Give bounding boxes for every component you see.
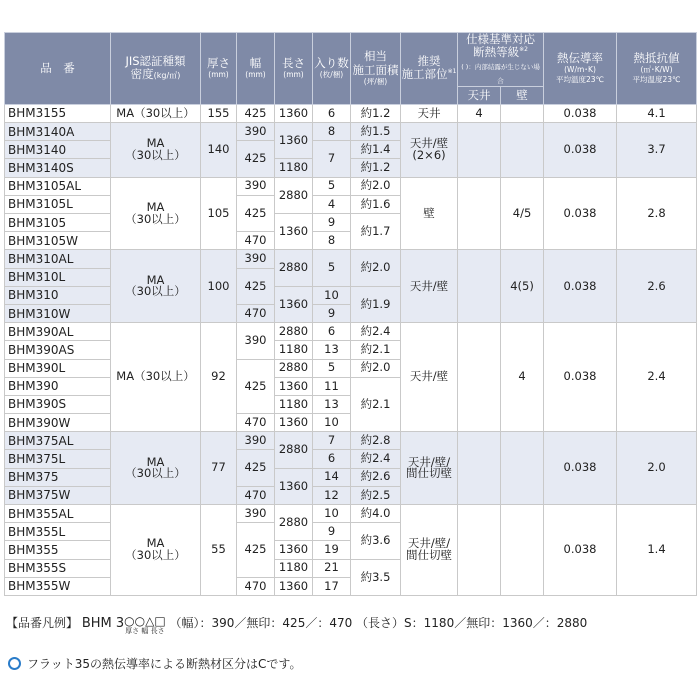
thickness-cell: 155 [201, 104, 237, 122]
area-cell: 約2.0 [351, 359, 401, 377]
width-cell: 470 [237, 304, 275, 322]
length-cell: 1180 [275, 395, 313, 413]
product-code: BHM355L [5, 523, 111, 541]
product-code: BHM3105AL [5, 177, 111, 195]
length-cell: 1180 [275, 159, 313, 177]
product-code: BHM310W [5, 304, 111, 322]
conductivity-cell: 0.038 [544, 323, 617, 432]
place-cell: 天井/壁 (2×6) [401, 123, 458, 178]
width-cell: 425 [237, 268, 275, 304]
count-cell: 9 [313, 523, 351, 541]
area-cell: 約3.6 [351, 523, 401, 559]
product-code: BHM390AL [5, 323, 111, 341]
length-cell: 1360 [275, 577, 313, 595]
area-cell: 約2.6 [351, 468, 401, 486]
thickness-cell: 92 [201, 323, 237, 432]
width-cell: 425 [237, 450, 275, 486]
width-cell: 470 [237, 486, 275, 504]
product-code: BHM355W [5, 577, 111, 595]
width-cell: 390 [237, 250, 275, 268]
table-row [5, 250, 697, 268]
count-cell: 6 [313, 104, 351, 122]
legend-sub-length: 長さ [150, 627, 165, 635]
width-cell: 390 [237, 177, 275, 195]
header-grade: 仕様基準対応 断熱等級$^{※2}$ ( )：内部結露が生じない場合 [458, 33, 544, 87]
length-cell: 1360 [275, 377, 313, 395]
area-cell: 約1.9 [351, 286, 401, 322]
grade-wall-cell: 4 [501, 323, 544, 432]
length-cell: 1360 [275, 414, 313, 432]
density-cell: MA （30以上） [111, 432, 201, 505]
area-cell: 約2.0 [351, 250, 401, 286]
count-cell: 10 [313, 286, 351, 304]
area-cell: 約2.4 [351, 323, 401, 341]
grade-wall-cell: 4/5 [501, 177, 544, 250]
width-cell: 470 [237, 577, 275, 595]
count-cell: 11 [313, 377, 351, 395]
product-code: BHM355S [5, 559, 111, 577]
thickness-cell: 55 [201, 505, 237, 596]
place-cell: 天井/壁/ 間仕切壁 [401, 505, 458, 596]
grade-wall-cell [501, 104, 544, 122]
conductivity-cell: 0.038 [544, 250, 617, 323]
product-code: BHM390W [5, 414, 111, 432]
grade-ceiling-cell [458, 432, 501, 505]
length-cell: 2880 [275, 432, 313, 468]
count-cell: 5 [313, 359, 351, 377]
product-code: BHM310L [5, 268, 111, 286]
place-cell: 天井 [401, 104, 458, 122]
product-code: BHM390 [5, 377, 111, 395]
count-cell: 13 [313, 341, 351, 359]
width-cell: 390 [237, 505, 275, 523]
area-cell: 約3.5 [351, 559, 401, 595]
count-cell: 8 [313, 232, 351, 250]
grade-ceiling-cell [458, 123, 501, 178]
width-cell: 470 [237, 414, 275, 432]
table-row [5, 323, 697, 341]
length-cell: 1360 [275, 286, 313, 322]
area-cell: 約1.2 [351, 159, 401, 177]
grade-ceiling-cell [458, 323, 501, 432]
product-code: BHM310AL [5, 250, 111, 268]
count-cell: 5 [313, 177, 351, 195]
product-code: BHM3105W [5, 232, 111, 250]
legend-label: 【品番凡例】 [6, 616, 79, 630]
product-code: BHM355AL [5, 505, 111, 523]
thickness-cell: 105 [201, 177, 237, 250]
thickness-cell: 140 [201, 123, 237, 178]
count-cell: 7 [313, 141, 351, 177]
density-cell: MA（30以上） [111, 323, 201, 432]
legend-text: （幅）：390／無印：425／：470 （長さ）S：1180／無印：1360／：2880 [169, 616, 588, 630]
header-grade-ceiling: 天井 [458, 86, 501, 104]
width-cell: 425 [237, 523, 275, 578]
resistance-cell: 2.0 [617, 432, 697, 505]
resistance-cell: 2.8 [617, 177, 697, 250]
count-cell: 10 [313, 505, 351, 523]
count-cell: 9 [313, 304, 351, 322]
count-cell: 6 [313, 450, 351, 468]
product-code: BHM390AS [5, 341, 111, 359]
count-cell: 5 [313, 250, 351, 286]
header-jis: JIS認証種類 密度(kg/㎥) [111, 33, 201, 105]
product-code: BHM3140S [5, 159, 111, 177]
count-cell: 6 [313, 323, 351, 341]
area-cell: 約2.1 [351, 377, 401, 432]
width-cell: 390 [237, 323, 275, 359]
count-cell: 17 [313, 577, 351, 595]
header-width: 幅 (mm) [237, 33, 275, 105]
length-cell: 2880 [275, 250, 313, 286]
conductivity-cell: 0.038 [544, 123, 617, 178]
density-cell: MA（30以上） [111, 104, 201, 122]
area-cell: 約2.1 [351, 341, 401, 359]
product-code: BHM375AL [5, 432, 111, 450]
product-code: BHM3140 [5, 141, 111, 159]
length-cell: 1360 [275, 123, 313, 159]
length-cell: 1360 [275, 541, 313, 559]
conductivity-cell: 0.038 [544, 177, 617, 250]
place-cell: 天井/壁 [401, 250, 458, 323]
resistance-cell: 3.7 [617, 123, 697, 178]
count-cell: 4 [313, 195, 351, 213]
count-cell: 7 [313, 432, 351, 450]
table-row [5, 104, 697, 122]
area-cell: 約1.4 [351, 141, 401, 159]
length-cell: 2880 [275, 323, 313, 341]
conductivity-cell: 0.038 [544, 505, 617, 596]
header-place: 推奨 施工部位$^{※1}$ [401, 33, 458, 105]
length-cell: 1360 [275, 104, 313, 122]
product-code: BHM390S [5, 395, 111, 413]
density-cell: MA （30以上） [111, 505, 201, 596]
legend-sub-thickness: 厚さ [125, 627, 140, 635]
header-thickness: 厚さ (mm) [201, 33, 237, 105]
width-cell: 470 [237, 232, 275, 250]
header-count: 入り数 (枚/梱) [313, 33, 351, 105]
product-code: BHM310 [5, 286, 111, 304]
header-length: 長さ (mm) [275, 33, 313, 105]
resistance-cell: 4.1 [617, 104, 697, 122]
grade-wall-cell [501, 123, 544, 178]
place-cell: 壁 [401, 177, 458, 250]
place-cell: 天井/壁 [401, 323, 458, 432]
count-cell: 19 [313, 541, 351, 559]
product-code: BHM390L [5, 359, 111, 377]
place-cell: 天井/壁/ 間仕切壁 [401, 432, 458, 505]
width-cell: 390 [237, 432, 275, 450]
resistance-cell: 1.4 [617, 505, 697, 596]
product-code-legend [6, 614, 587, 635]
product-spec-table [4, 32, 697, 596]
count-cell: 8 [313, 123, 351, 141]
area-cell: 約2.5 [351, 486, 401, 504]
length-cell: 1180 [275, 341, 313, 359]
area-cell: 約1.2 [351, 104, 401, 122]
count-cell: 9 [313, 214, 351, 232]
count-cell: 13 [313, 395, 351, 413]
length-cell: 1360 [275, 214, 313, 250]
product-code: BHM3105 [5, 214, 111, 232]
product-code: BHM375W [5, 486, 111, 504]
area-cell: 約2.4 [351, 450, 401, 468]
width-cell: 425 [237, 195, 275, 231]
density-cell: MA （30以上） [111, 123, 201, 178]
area-cell: 約2.0 [351, 177, 401, 195]
density-cell: MA （30以上） [111, 250, 201, 323]
conductivity-cell: 0.038 [544, 104, 617, 122]
count-cell: 14 [313, 468, 351, 486]
table-row [5, 123, 697, 141]
product-code: BHM375 [5, 468, 111, 486]
footnote-text: フラット35の熱伝導率による断熱材区分はCです。 [27, 657, 302, 671]
product-table-container [4, 32, 696, 596]
resistance-cell: 2.6 [617, 250, 697, 323]
area-cell: 約1.6 [351, 195, 401, 213]
thickness-cell: 100 [201, 250, 237, 323]
count-cell: 21 [313, 559, 351, 577]
legend-sub-width: 幅 [141, 627, 149, 635]
product-code: BHM3155 [5, 104, 111, 122]
density-cell: MA （30以上） [111, 177, 201, 250]
product-code: BHM375L [5, 450, 111, 468]
width-cell: 425 [237, 359, 275, 414]
header-area: 相当 施工面積 (坪/梱) [351, 33, 401, 105]
resistance-cell: 2.4 [617, 323, 697, 432]
conductivity-cell: 0.038 [544, 432, 617, 505]
grade-wall-cell [501, 432, 544, 505]
product-code: BHM3105L [5, 195, 111, 213]
length-cell: 2880 [275, 505, 313, 541]
thickness-cell: 77 [201, 432, 237, 505]
product-code: BHM3140A [5, 123, 111, 141]
width-cell: 390 [237, 123, 275, 141]
header-resistance: 熱抵抗値 (㎡･K/W) 平均温度23℃ [617, 33, 697, 105]
length-cell: 1180 [275, 559, 313, 577]
header-grade-wall: 壁 [501, 86, 544, 104]
length-cell: 2880 [275, 177, 313, 213]
table-row [5, 505, 697, 523]
grade-ceiling-cell [458, 177, 501, 250]
header-conductivity: 熱伝導率 (W/m･K) 平均温度23℃ [544, 33, 617, 105]
area-cell: 約2.8 [351, 432, 401, 450]
width-cell: 425 [237, 141, 275, 177]
grade-wall-cell: 4(5) [501, 250, 544, 323]
area-cell: 約1.5 [351, 123, 401, 141]
grade-ceiling-cell [458, 505, 501, 596]
area-cell: 約4.0 [351, 505, 401, 523]
grade-wall-cell [501, 505, 544, 596]
legend-code-symbols: ○○△□ 厚さ 幅 長さ [124, 614, 166, 635]
product-code: BHM355 [5, 541, 111, 559]
table-row [5, 177, 697, 195]
width-cell: 425 [237, 104, 275, 122]
footnote [8, 655, 301, 672]
length-cell: 1360 [275, 468, 313, 504]
grade-ceiling-cell [458, 250, 501, 323]
grade-ceiling-cell: 4 [458, 104, 501, 122]
circle-bullet-icon [8, 657, 21, 670]
count-cell: 10 [313, 414, 351, 432]
table-row [5, 432, 697, 450]
area-cell: 約1.7 [351, 214, 401, 250]
header-code: 品 番 [5, 33, 111, 105]
count-cell: 12 [313, 486, 351, 504]
length-cell: 2880 [275, 359, 313, 377]
legend-code-prefix: BHM 3 [81, 616, 125, 631]
